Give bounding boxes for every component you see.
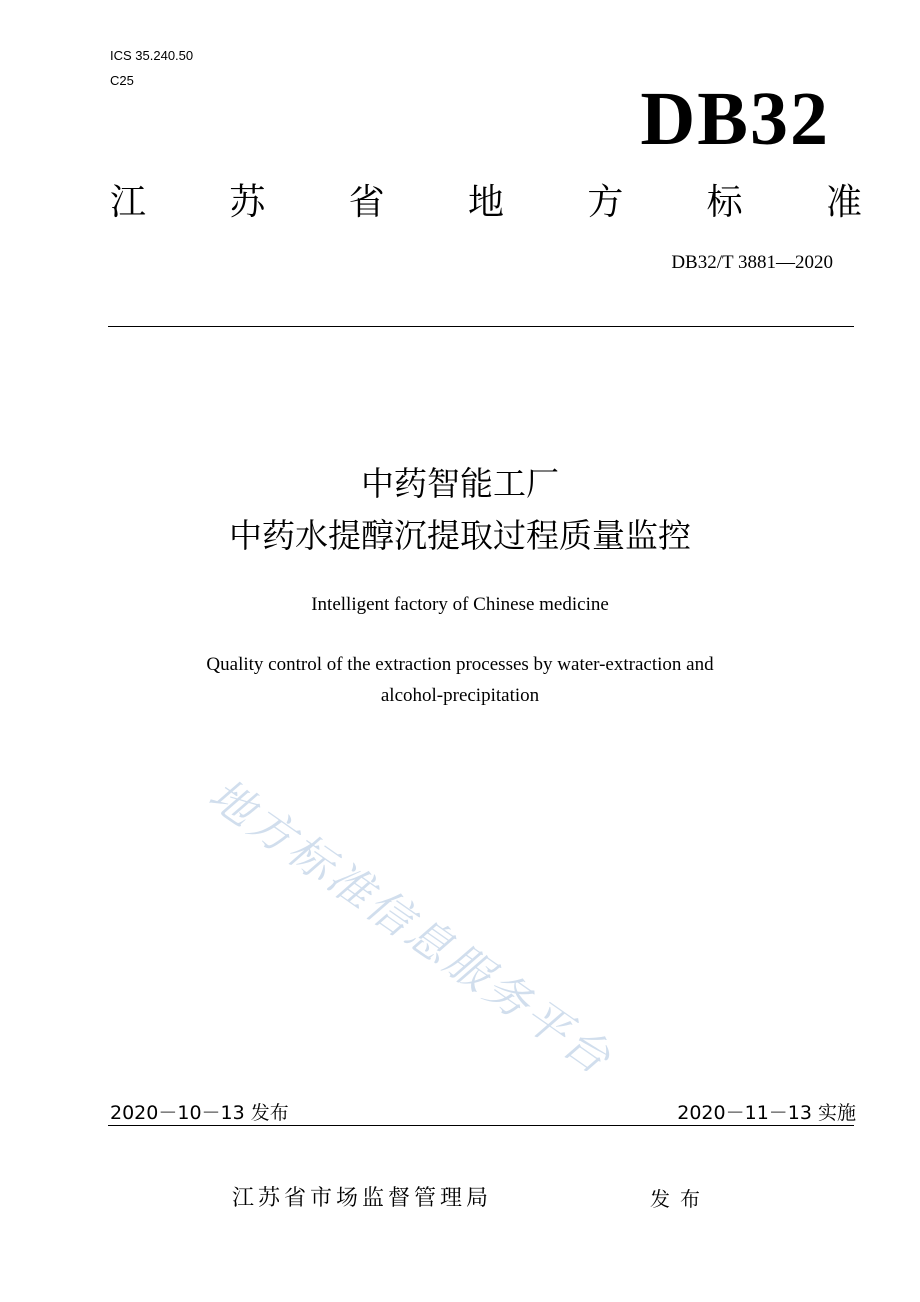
- title-en-line3: alcohol-precipitation: [380, 685, 540, 706]
- title-en-line2: Quality control of the extraction processes by water-extraction and: [206, 654, 714, 675]
- standard-number: DB32/T 3881—2020: [671, 252, 833, 273]
- standard-type-char: 地: [467, 182, 504, 223]
- title-cn-line2: 中药水提醇沉提取过程质量监控: [229, 516, 691, 555]
- ccs-code: C25: [110, 73, 134, 88]
- watermark: 地方标准信息服务平台: [199, 769, 622, 1087]
- standard-type-char: 省: [348, 182, 385, 223]
- standard-type-char: 标: [706, 182, 743, 223]
- standard-type-char: 苏: [229, 182, 266, 223]
- standard-type-char: 方: [587, 182, 624, 223]
- issuer-action: 发布: [650, 1187, 710, 1211]
- db-code: DB32: [640, 77, 830, 161]
- ics-code: ICS 35.240.50: [110, 48, 194, 63]
- top-divider: [108, 326, 854, 327]
- standard-type: [110, 178, 862, 228]
- issuer-name: 江苏省市场监督管理局: [232, 1186, 493, 1211]
- issue-date: 2020－10－13 发布: [110, 1102, 289, 1124]
- bottom-divider: [108, 1125, 854, 1126]
- standard-type-char: 准: [825, 182, 862, 223]
- title-en-line1: Intelligent factory of Chinese medicine: [311, 594, 609, 615]
- implementation-date: 2020－11－13 实施: [677, 1102, 856, 1124]
- standard-type-char: 江: [110, 182, 147, 223]
- title-cn-line1: 中药智能工厂: [361, 464, 559, 503]
